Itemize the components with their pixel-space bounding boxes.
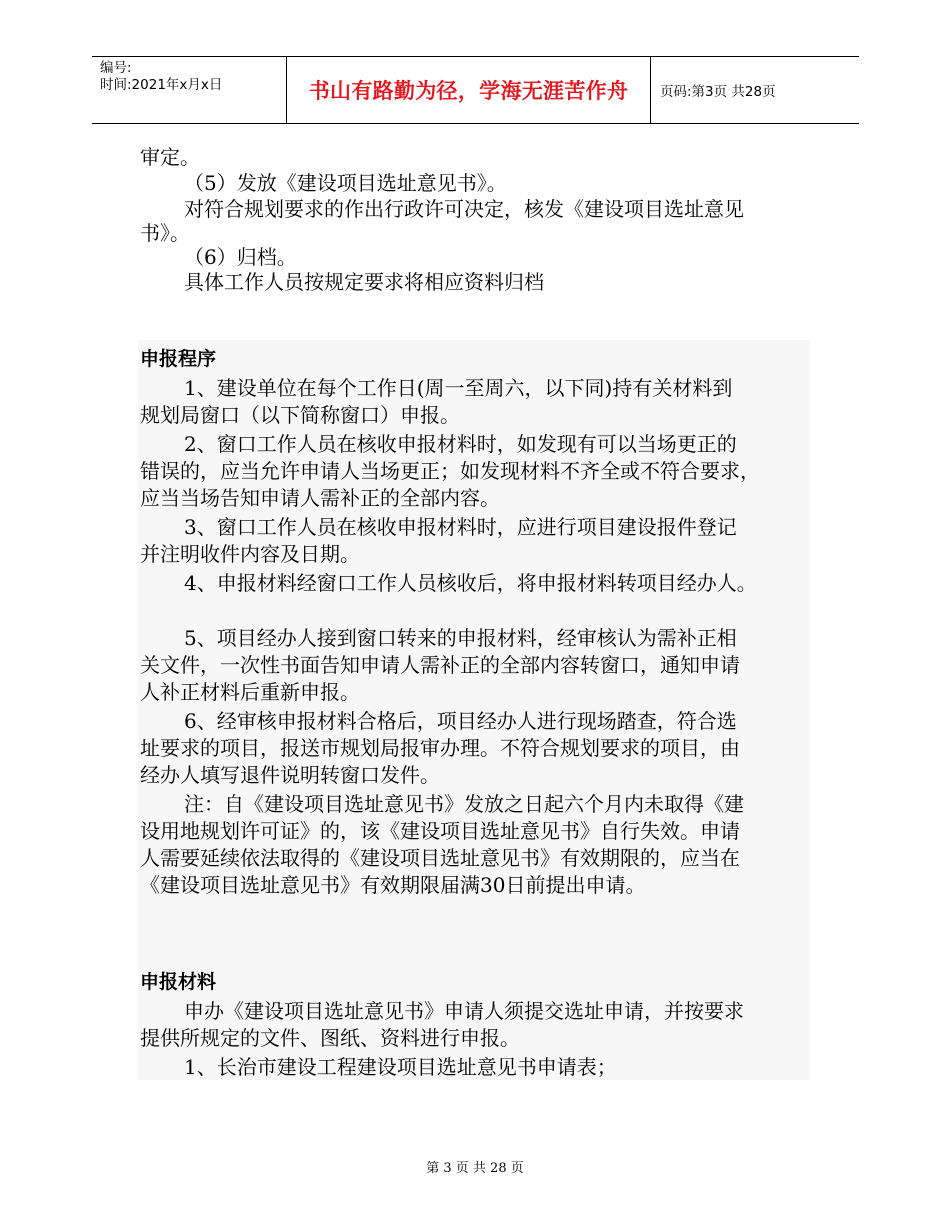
body-line: 人需要延续依法取得的《建设项目选址意见书》有效期限的，应当在 <box>140 846 740 870</box>
body-line: 应当当场告知申请人需补正的全部内容。 <box>140 486 500 510</box>
body-line: 错误的，应当允许申请人当场更正；如发现材料不齐全或不符合要求， <box>140 459 760 483</box>
header-divider <box>650 57 651 123</box>
section-heading: 申报材料 <box>140 971 217 993</box>
body-line: 申办《建设项目选址意见书》申请人须提交选址申请，并按要求 <box>184 999 744 1023</box>
body-line: 2、窗口工作人员在核收申报材料时，如发现有可以当场更正的 <box>184 432 737 456</box>
body-line: 人补正材料后重新申报。 <box>140 680 360 704</box>
body-line: 4、申报材料经窗口工作人员核收后，将申报材料转项目经办人。 <box>184 571 757 595</box>
document-number-label: 编号: <box>100 60 132 76</box>
body-line: 址要求的项目，报送市规划局报审办理。不符合规划要求的项目，由 <box>140 736 740 760</box>
header-page-info: 页码:第3页 共28页 <box>660 84 776 100</box>
body-line: 注：自《建设项目选址意见书》发放之日起六个月内未取得《建 <box>184 792 744 816</box>
header-motto: 书山有路勤为径，学海无涯苦作舟 <box>308 79 629 103</box>
document-time: 时间:2021年x月x日 <box>100 77 223 93</box>
body-line: 规划局窗口（以下简称窗口）申报。 <box>140 403 460 427</box>
body-line: （6）归档。 <box>184 245 297 269</box>
body-line: 《建设项目选址意见书》有效期限届满30日前提出申请。 <box>140 873 646 897</box>
body-line: 6、经审核申报材料合格后，项目经办人进行现场踏查，符合选 <box>184 709 737 733</box>
body-line: 书》。 <box>140 221 190 245</box>
body-line: 对符合规划要求的作出行政许可决定，核发《建设项目选址意见 <box>184 197 744 221</box>
body-line: 1、长治市建设工程建设项目选址意见书申请表； <box>184 1055 617 1079</box>
body-line: 3、窗口工作人员在核收申报材料时，应进行项目建设报件登记 <box>184 515 737 539</box>
header-meta <box>100 60 222 94</box>
body-line: 设用地规划许可证》的，该《建设项目选址意见书》自行失效。申请 <box>140 819 740 843</box>
body-line: 关文件，一次性书面告知申请人需补正的全部内容转窗口，通知申请 <box>140 653 740 677</box>
page-header <box>92 56 859 124</box>
body-line: 审定。 <box>140 145 200 169</box>
body-line: 5、项目经办人接到窗口转来的申报材料，经审核认为需补正相 <box>184 626 737 650</box>
body-line: 经办人填写退件说明转窗口发件。 <box>140 763 440 787</box>
section-heading: 申报程序 <box>140 348 217 370</box>
body-line: 提供所规定的文件、图纸、资料进行申报。 <box>140 1026 520 1050</box>
page-footer: 第 3 页 共 28 页 <box>426 1161 524 1176</box>
body-line: 1、建设单位在每个工作日(周一至周六，以下同)持有关材料到 <box>184 376 733 400</box>
body-line: 并注明收件内容及日期。 <box>140 542 360 566</box>
body-line: 具体工作人员按规定要求将相应资料归档 <box>184 270 544 294</box>
body-line: （5）发放《建设项目选址意见书》。 <box>184 171 507 195</box>
